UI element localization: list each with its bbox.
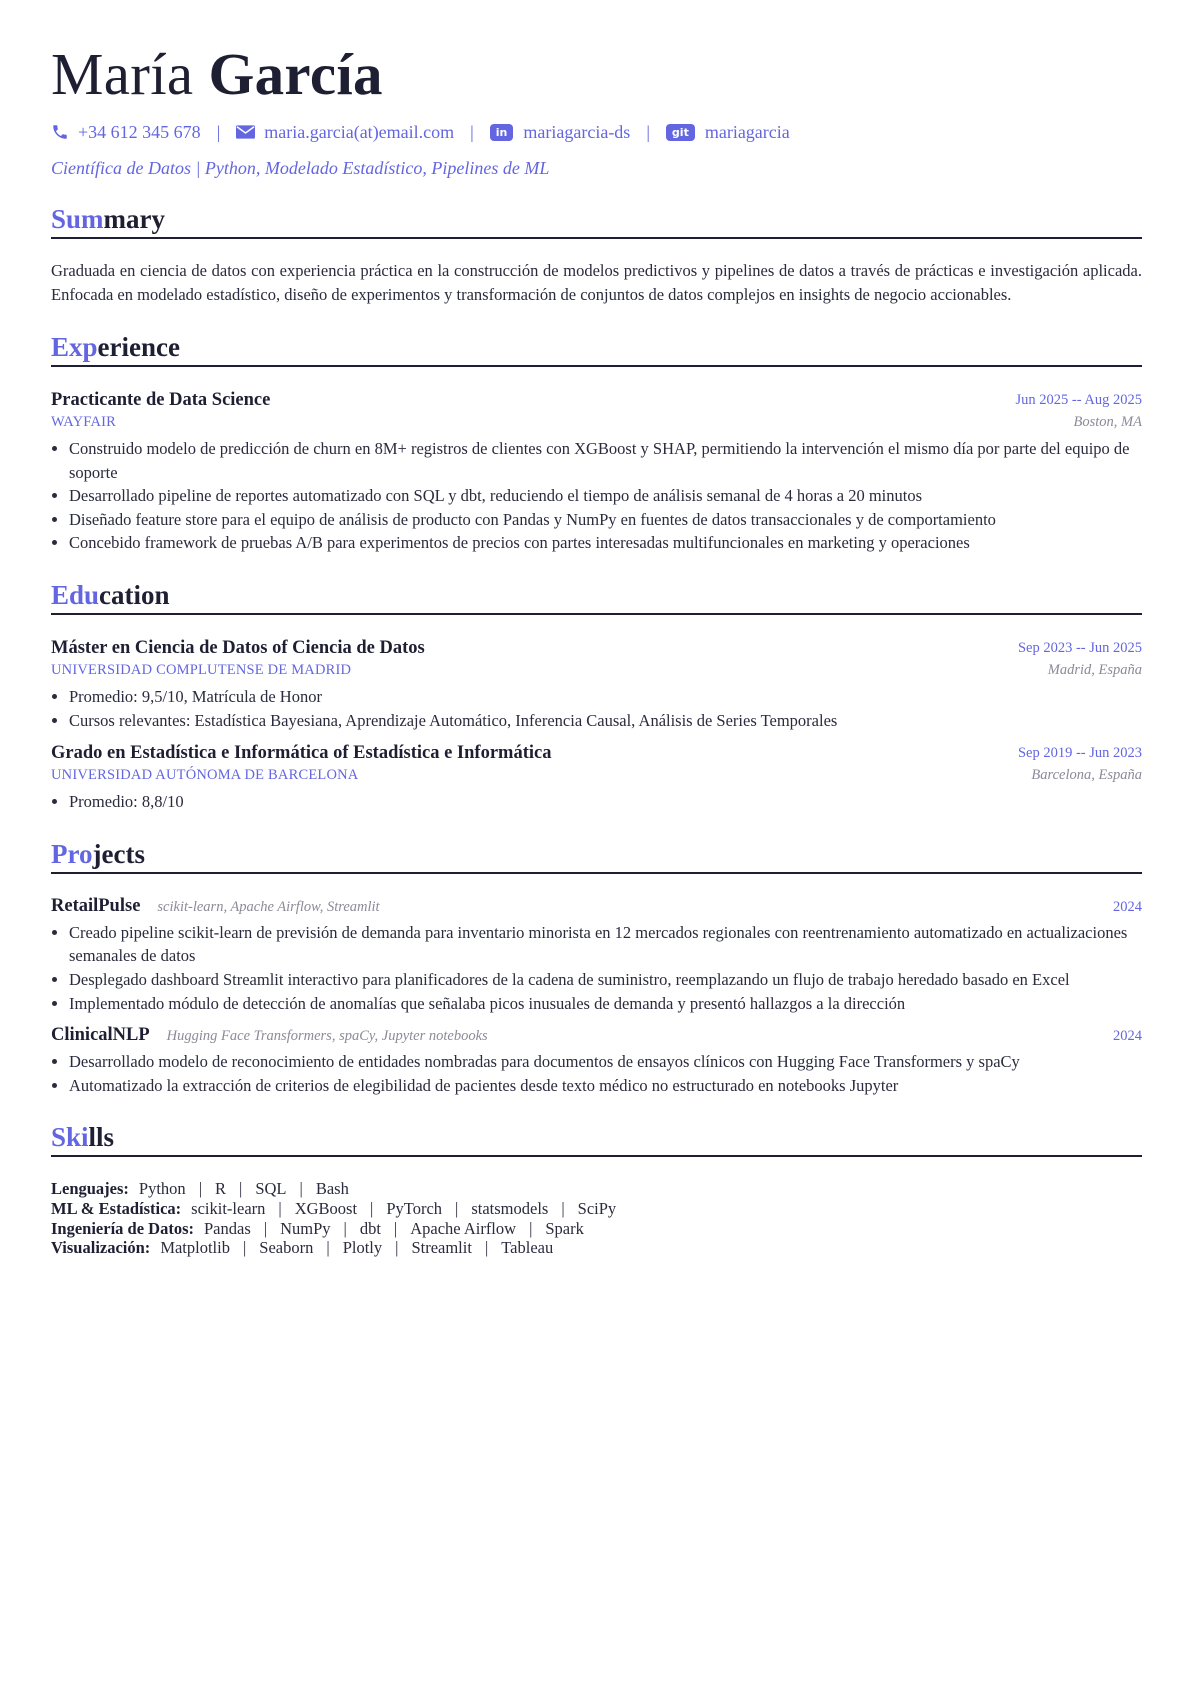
linkedin-link[interactable]: mariagarcia-ds (523, 121, 631, 142)
list-item: • Construido modelo de predicción de churn en 8M+ registros de clientes con XGBoost y SHAP, permitiendo la intervención el mismo día por parte del equipo de soporte (69, 437, 1142, 484)
phone-icon (51, 123, 69, 141)
project-tech: Hugging Face Transformers, spaCy, Jupyter notebooks (166, 1028, 488, 1045)
summary-text: Graduada en ciencia de datos con experiencia práctica en la construcción de modelos predictivos y pipelines de datos a través de prácticas e investigación aplicada. Enfocada en modelado estadístico, diseño de experimentos y transformación de conjuntos de datos complejos en insights de negocio accionables. (51, 261, 1142, 304)
experience-section (51, 329, 1142, 555)
skill-item: dbt (359, 1218, 381, 1238)
skill-item: Bash (315, 1179, 349, 1199)
location: Boston, MA (1073, 414, 1142, 430)
institution-name: UNIVERSIDAD COMPLUTENSE DE MADRID (51, 661, 352, 678)
skill-item: Python (138, 1179, 186, 1199)
skill-item: R (215, 1179, 227, 1199)
location: Madrid, España (1047, 661, 1142, 678)
skill-item: Matplotlib (160, 1238, 230, 1258)
skill-separator: | (239, 1179, 243, 1199)
skill-row (51, 1179, 1142, 1199)
skill-separator: | (326, 1238, 330, 1258)
first-name: María (51, 41, 194, 107)
skill-item: Streamlit (411, 1238, 472, 1258)
skill-item: Spark (545, 1218, 584, 1238)
experience-entry (51, 389, 1142, 555)
education-entry (51, 742, 1142, 814)
list-item: • Desplegado dashboard Streamlit interactivo para planificadores de la cadena de suministro, reemplazando un flujo de trabajo heredado basado en Excel (69, 968, 1142, 992)
skill-separator: | (343, 1218, 347, 1238)
list-item: • Concebido framework de pruebas A/B para experimentos de precios con partes interesadas multifuncionales en marketing y operaciones (69, 531, 1142, 555)
list-item: • Cursos relevantes: Estadística Bayesiana, Aprendizaje Automático, Inferencia Causal, Análisis de Series Temporales (69, 709, 1142, 733)
company-name: WAYFAIR (51, 414, 117, 430)
list-item: • Promedio: 9,5/10, Matrícula de Honor (69, 685, 1142, 709)
bullet-list (51, 790, 1142, 814)
skill-category: Visualización: (51, 1238, 151, 1258)
linkedin-icon: in (490, 124, 514, 141)
skill-separator: | (278, 1198, 282, 1218)
skill-separator: | (263, 1218, 268, 1238)
skill-item: Apache Airflow (410, 1218, 517, 1238)
project-name: ClinicalNLP (51, 1025, 150, 1046)
skill-category: Ingeniería de Datos: (51, 1218, 194, 1238)
list-item: • Desarrollado pipeline de reportes automatizado con SQL y dbt, reduciendo el tiempo de análisis semanal de 4 horas a 20 minutos (69, 484, 1142, 508)
education-entry (51, 637, 1142, 732)
skill-row (51, 1219, 1142, 1239)
heading-accent: Sum (51, 204, 104, 234)
project-year: 2024 (1113, 898, 1142, 915)
skill-row (51, 1199, 1142, 1219)
date-range: Jun 2025 -- Aug 2025 (1015, 392, 1142, 408)
skill-separator: | (370, 1198, 374, 1218)
skill-item: SQL (255, 1179, 287, 1199)
project-header (51, 1025, 1142, 1046)
heading-accent: Exp (51, 332, 98, 362)
last-name: García (208, 41, 383, 107)
project-entry (51, 896, 1142, 1015)
bullet-list (51, 1050, 1142, 1097)
project-entry (51, 1025, 1142, 1097)
skill-separator: | (299, 1179, 303, 1199)
projects-section (51, 836, 1142, 1098)
git-icon: git (666, 124, 695, 141)
skill-separator: | (242, 1238, 247, 1258)
list-item: • Automatizado la extracción de criterios de elegibilidad de pacientes desde texto médico no estructurado en notebooks Jupyter (69, 1074, 1142, 1098)
tagline: Científica de Datos | Python, Modelado Estadístico, Pipelines de ML (51, 158, 550, 178)
contact-bar (51, 120, 1142, 144)
section-heading (51, 836, 1142, 874)
skill-separator: | (455, 1198, 459, 1218)
heading-rest: lls (88, 1122, 115, 1153)
job-title: Practicante de Data Science (51, 390, 271, 410)
skill-item: Pandas (204, 1218, 251, 1238)
date-range: Sep 2019 -- Jun 2023 (1017, 745, 1142, 762)
candidate-name (51, 38, 1142, 110)
list-item: • Diseñado feature store para el equipo de análisis de producto con Pandas y NumPy en fuentes de datos transaccionales y de comportamiento (69, 508, 1142, 532)
skills-list (51, 1179, 1142, 1257)
skill-item: scikit-learn (191, 1198, 266, 1218)
heading-rest: jects (92, 838, 145, 869)
skill-separator: | (393, 1218, 398, 1238)
skill-category: ML & Estadística: (51, 1198, 182, 1218)
list-item: • Implementado módulo de detección de anomalías que señalaba picos inusuales de demanda y presentó hallazgos a la dirección (69, 992, 1142, 1016)
bullet-list (51, 685, 1142, 732)
degree-title: Máster en Ciencia de Datos of Ciencia de Datos (51, 637, 425, 658)
contact-separator: | (216, 121, 221, 142)
bullet-list (51, 921, 1142, 1015)
skill-separator: | (561, 1198, 565, 1218)
section-heading (51, 577, 1142, 615)
project-name: RetailPulse (51, 895, 141, 916)
contact-separator: | (646, 121, 650, 142)
skill-item: PyTorch (386, 1198, 443, 1218)
project-year: 2024 (1113, 1028, 1142, 1045)
email-link[interactable]: maria.garcia(at)email.com (264, 121, 455, 142)
envelope-icon (236, 125, 255, 139)
location: Barcelona, España (1031, 767, 1142, 784)
education-section (51, 577, 1142, 814)
heading-accent: Ski (51, 1122, 89, 1153)
skill-item: Tableau (501, 1238, 554, 1258)
summary-section (51, 201, 1142, 307)
list-item: • Promedio: 8,8/10 (69, 790, 1142, 814)
skill-item: SciPy (577, 1198, 617, 1218)
heading-accent: Edu (51, 579, 100, 610)
section-heading (51, 1119, 1142, 1157)
bullet-list (51, 437, 1142, 555)
skill-item: statsmodels (471, 1198, 549, 1218)
skill-item: Seaborn (259, 1238, 314, 1258)
resume-page (51, 38, 1142, 1258)
skill-separator: | (198, 1179, 202, 1199)
skill-item: NumPy (280, 1218, 331, 1238)
skill-item: Plotly (342, 1238, 383, 1258)
skill-separator: | (395, 1238, 399, 1258)
list-item: • Desarrollado modelo de reconocimiento de entidades nombradas para documentos de ensayos clínicos con Hugging Face Transformers y spaCy (69, 1050, 1142, 1074)
date-range: Sep 2023 -- Jun 2025 (1017, 639, 1142, 656)
heading-accent: Pro (51, 838, 93, 869)
degree-title: Grado en Estadística e Informática of Estadística e Informática (51, 743, 552, 764)
contact-separator: | (470, 121, 474, 142)
skill-separator: | (484, 1238, 489, 1258)
skill-row (51, 1238, 1142, 1258)
section-heading (51, 201, 1142, 239)
list-item: • Creado pipeline scikit-learn de previsión de demanda para inventario minorista en 12 mercados regionales con reentrenamiento automatizado en actualizaciones semanales de datos (69, 921, 1142, 968)
phone-link[interactable]: +34 612 345 678 (78, 121, 201, 142)
heading-rest: mary (103, 204, 166, 234)
section-heading (51, 329, 1142, 367)
skill-separator: | (529, 1218, 533, 1238)
skill-category: Lenguajes: (51, 1179, 129, 1199)
project-header (51, 896, 1142, 917)
institution-name: UNIVERSIDAD AUTÓNOMA DE BARCELONA (51, 767, 359, 784)
git-link[interactable]: mariagarcia (704, 121, 790, 142)
project-tech: scikit-learn, Apache Airflow, Streamlit (157, 898, 380, 915)
skills-section (51, 1119, 1142, 1257)
heading-rest: erience (97, 332, 180, 362)
skill-item: XGBoost (294, 1198, 358, 1218)
heading-rest: cation (99, 579, 170, 610)
